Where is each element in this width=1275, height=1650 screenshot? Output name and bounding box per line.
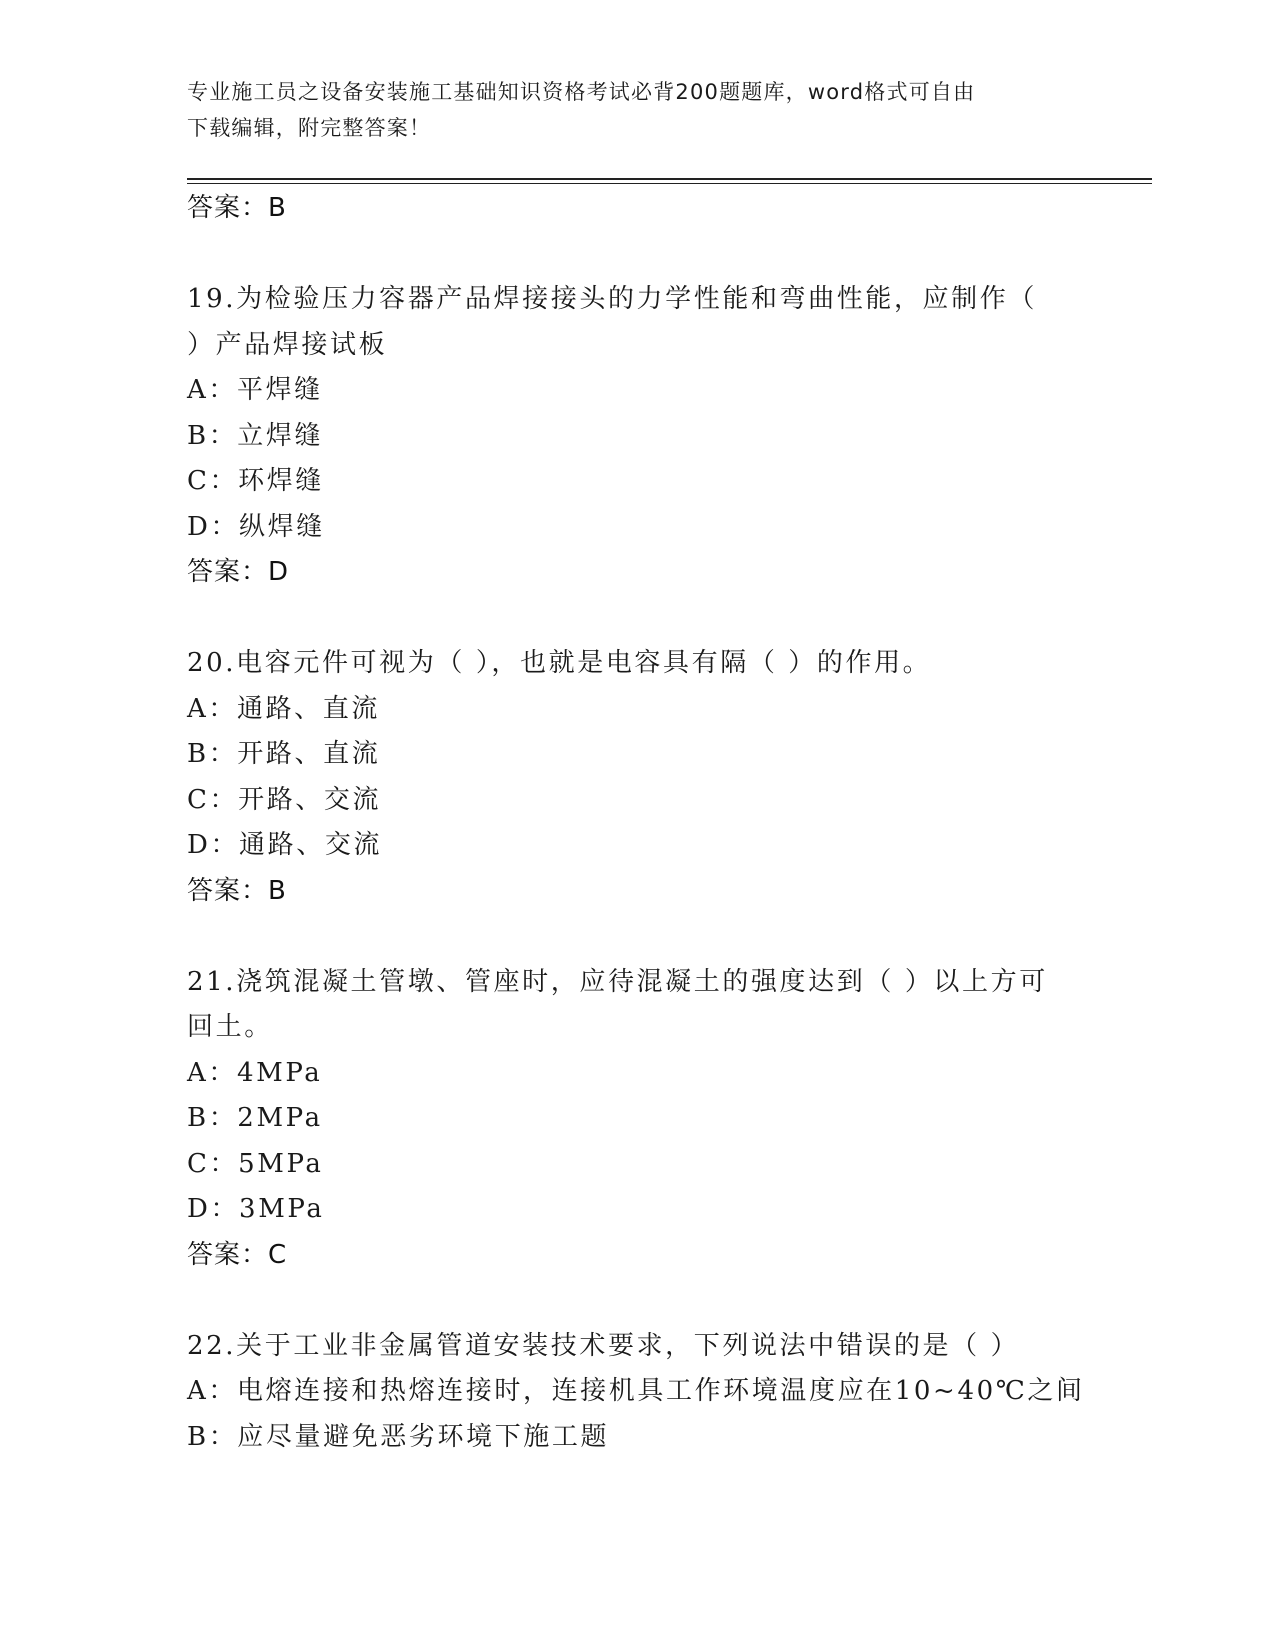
- header-divider-thin: [187, 183, 1152, 184]
- question-20: [187, 641, 1087, 914]
- question-stem-continued: ）产品焊接试板: [187, 329, 388, 360]
- option-a: A：平焊缝: [187, 375, 323, 405]
- question-stem: 20.电容元件可视为（ ），也就是电容具有隔（ ）的作用。: [187, 648, 932, 678]
- spacer: [187, 596, 1087, 642]
- question-list: [187, 186, 1087, 1460]
- option-a: A：电熔连接和热熔连接时，连接机具工作环境温度应在10~40℃之间: [187, 1376, 1085, 1406]
- option-a: A：4MPa: [187, 1057, 323, 1088]
- option-c: C：开路、交流: [187, 784, 382, 815]
- option-d: D：纵焊缝: [187, 511, 325, 542]
- spacer: [187, 1278, 1087, 1324]
- question-19: [187, 277, 1087, 596]
- option-c: C：5MPa: [187, 1148, 324, 1179]
- option-c: C：环焊缝: [187, 466, 324, 496]
- question-22: [187, 1324, 1087, 1461]
- option-a: A：通路、直流: [187, 693, 380, 724]
- previous-answer: 答案：B: [187, 193, 287, 223]
- option-b: B：开路、直流: [187, 739, 381, 769]
- question-stem-continued: 回土。: [187, 1012, 273, 1042]
- question-stem: 21.浇筑混凝土管墩、管座时，应待混凝土的强度达到（ ）以上方可: [187, 966, 1048, 997]
- answer: 答案：D: [187, 557, 290, 587]
- page-header: [187, 74, 1067, 146]
- header-line-1: 专业施工员之设备安装施工基础知识资格考试必背200题题库，word格式可自由: [187, 80, 976, 104]
- header-divider-thick: [187, 178, 1152, 180]
- header-line-2: 下载编辑，附完整答案！: [187, 116, 432, 140]
- option-b: B：立焊缝: [187, 420, 324, 451]
- option-d: D：3MPa: [187, 1194, 325, 1224]
- spacer: [187, 232, 1087, 278]
- question-21: [187, 960, 1087, 1279]
- answer: 答案：B: [187, 875, 287, 906]
- option-d: D：通路、交流: [187, 830, 383, 860]
- option-b: B：应尽量避免恶劣环境下施工题: [187, 1421, 610, 1452]
- question-stem: 19.为检验压力容器产品焊接接头的力学性能和弯曲性能，应制作（: [187, 284, 1037, 314]
- spacer: [187, 914, 1087, 960]
- answer: 答案：C: [187, 1239, 288, 1270]
- question-stem: 22.关于工业非金属管道安装技术要求，下列说法中错误的是（ ）: [187, 1330, 1020, 1361]
- option-b: B：2MPa: [187, 1103, 323, 1133]
